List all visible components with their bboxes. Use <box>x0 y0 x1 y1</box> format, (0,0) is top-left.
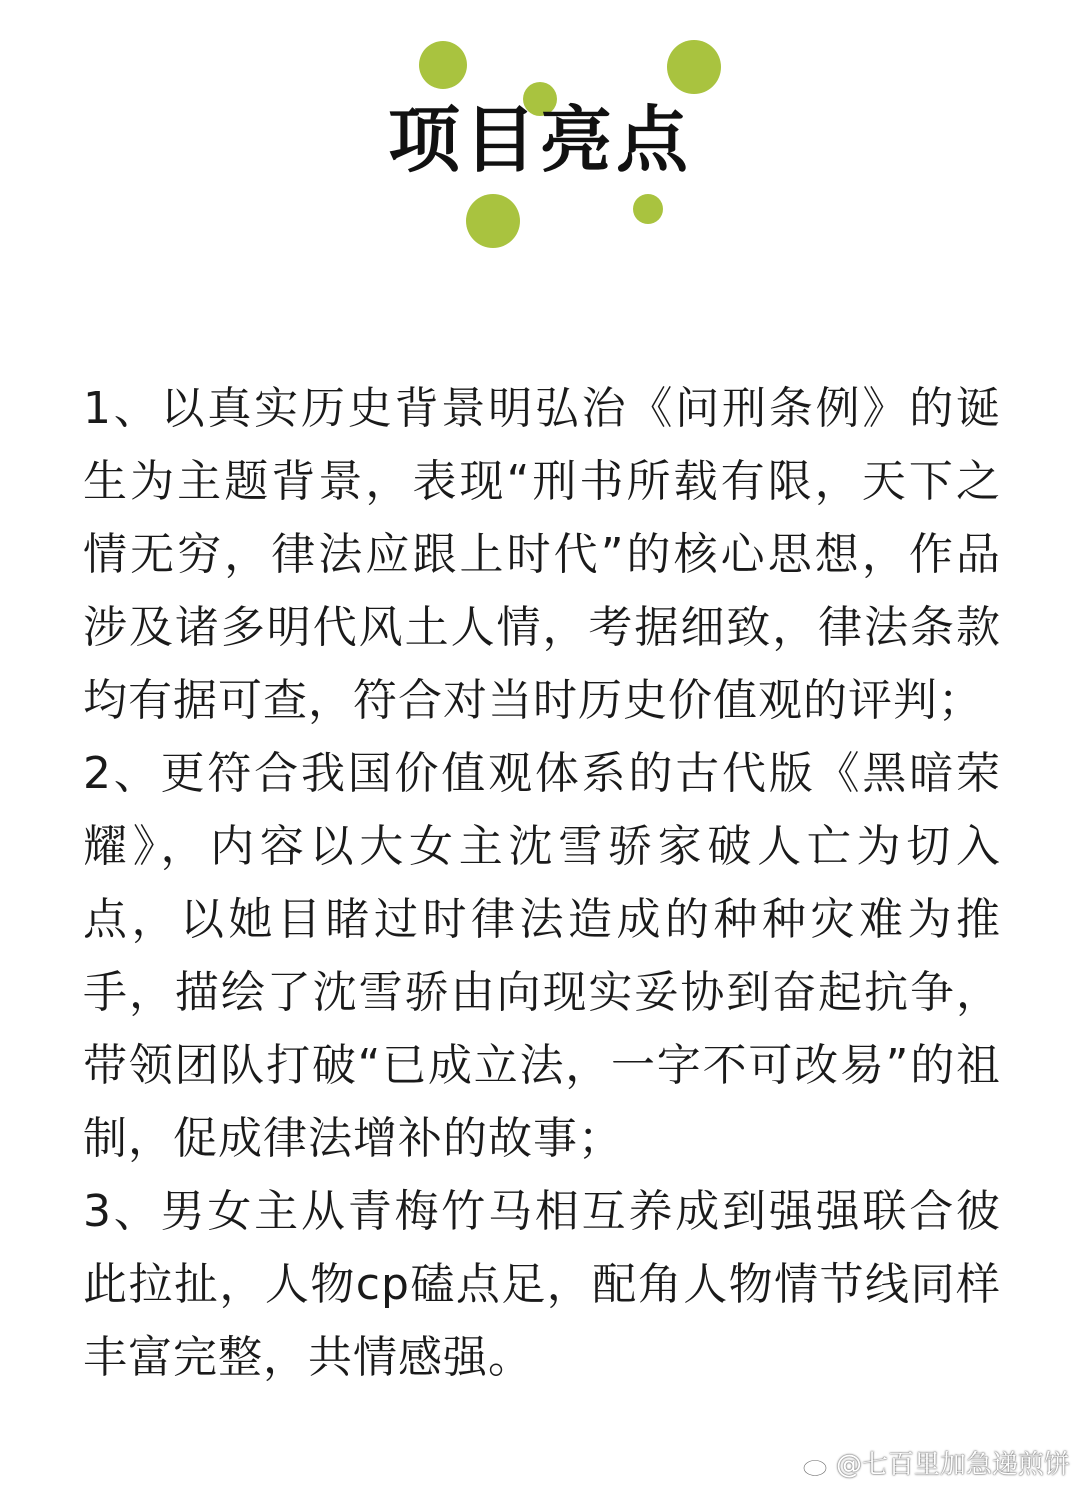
decorative-dot <box>419 41 467 89</box>
watermark-text: @七百里加急递煎饼 <box>835 1450 1070 1480</box>
page-title: 项目亮点 <box>387 98 692 182</box>
body-text <box>83 372 1001 1394</box>
decorative-dot <box>466 194 520 248</box>
paragraph-2: 2、更符合我国价值观体系的古代版《黑暗荣耀》，内容以大女主沈雪骄家破人亡为切入点，以她目睹过时律法造成的种种灾难为推手，描绘了沈雪骄由向现实妥协到奋起抗争，带领团队打破“已成立法，一字不可改易”的祖制，促成律法增补的故事； <box>83 748 1001 1164</box>
decorative-dot <box>633 194 663 224</box>
paragraph-1: 1、以真实历史背景明弘治《问刑条例》的诞生为主题背景，表现“刑书所载有限，天下之情无穷，律法应跟上时代”的核心思想，作品涉及诸多明代风土人情，考据细致，律法条款均有据可查，符合对当时历史价值观的评判； <box>83 383 1001 726</box>
weibo-icon <box>802 1453 832 1477</box>
watermark <box>802 1450 1070 1480</box>
decorative-dot <box>667 40 721 94</box>
paragraph-3: 3、男女主从青梅竹马相互养成到强强联合彼此拉扯，人物cp磕点足，配角人物情节线同样丰富完整，共情感强。 <box>83 1186 1001 1383</box>
